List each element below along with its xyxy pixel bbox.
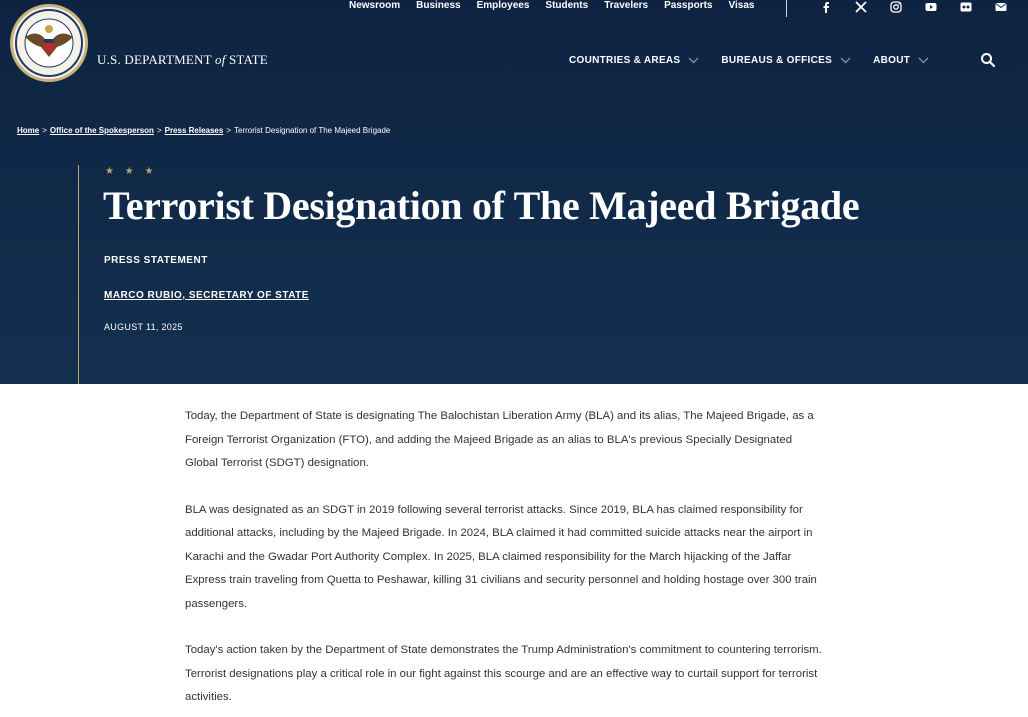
nav-label: ABOUT xyxy=(873,55,911,66)
email-icon[interactable] xyxy=(983,0,1018,14)
chevron-down-icon xyxy=(918,57,929,64)
department-seal-logo[interactable] xyxy=(10,4,88,82)
breadcrumb-current: Terrorist Designation of The Majeed Brigade xyxy=(234,126,391,135)
search-icon[interactable] xyxy=(980,52,996,68)
utility-link-visas[interactable]: Visas xyxy=(728,0,755,11)
utility-link-passports[interactable]: Passports xyxy=(664,0,713,11)
document-type: PRESS STATEMENT xyxy=(104,255,208,266)
chevron-down-icon xyxy=(688,57,699,64)
utility-link-employees[interactable]: Employees xyxy=(476,0,530,11)
breadcrumb-separator: > xyxy=(226,126,231,135)
breadcrumb-press-releases[interactable]: Press Releases xyxy=(164,126,224,135)
utility-link-travelers[interactable]: Travelers xyxy=(604,0,649,11)
instagram-icon[interactable] xyxy=(878,0,913,14)
author-link[interactable]: MARCO RUBIO, SECRETARY OF STATE xyxy=(104,290,309,301)
nav-bureaus-offices[interactable] xyxy=(721,55,851,66)
utility-link-newsroom[interactable]: Newsroom xyxy=(349,0,401,11)
facebook-icon[interactable] xyxy=(808,0,843,14)
dept-name-suffix: STATE xyxy=(228,52,268,67)
main-nav xyxy=(569,55,951,66)
breadcrumb-separator: > xyxy=(156,126,162,135)
breadcrumb-spokesperson[interactable]: Office of the Spokesperson xyxy=(49,126,154,135)
flickr-icon[interactable] xyxy=(948,0,983,14)
breadcrumb-home[interactable]: Home xyxy=(17,126,40,135)
eagle-seal-icon xyxy=(13,7,85,79)
publish-date: AUGUST 11, 2025 xyxy=(104,322,183,332)
article-paragraph: Today, the Department of State is designating The Balochistan Liberation Army (BLA) and its alias, The Majeed Brigade, as a Foreign Terrorist Organization (FTO), and adding the Majeed Brigade as an alias to BLA's previous Specially Designated Global Terrorist (SDGT) designation. xyxy=(185,410,814,469)
nav-label: COUNTRIES & AREAS xyxy=(569,55,681,66)
page-title: Terrorist Designation of The Majeed Brigade xyxy=(103,183,860,228)
accent-divider xyxy=(78,165,79,384)
breadcrumb xyxy=(17,126,390,135)
department-name[interactable] xyxy=(97,52,268,68)
nav-label: BUREAUS & OFFICES xyxy=(721,55,833,66)
youtube-icon[interactable] xyxy=(913,0,948,14)
utility-nav xyxy=(349,0,754,14)
dept-name-of: of xyxy=(215,52,226,67)
nav-about[interactable] xyxy=(873,55,929,66)
utility-link-business[interactable]: Business xyxy=(416,0,461,11)
utility-divider xyxy=(786,0,787,17)
social-links xyxy=(808,0,1018,14)
nav-countries-areas[interactable] xyxy=(569,55,699,66)
breadcrumb-separator: > xyxy=(42,126,47,135)
article-body xyxy=(185,405,825,717)
article-paragraph: Today's action taken by the Department of State demonstrates the Trump Administration's commitment to countering terrorism. Terrorist designations play a critical role in our fight against this scourge and are an effective way to curtail support for terrorist activities. xyxy=(185,644,822,703)
utility-link-students[interactable]: Students xyxy=(545,0,589,11)
dept-name-prefix: U.S. DEPARTMENT xyxy=(97,52,212,67)
x-icon[interactable] xyxy=(843,0,878,14)
chevron-down-icon xyxy=(840,57,851,64)
article-paragraph: BLA was designated as an SDGT in 2019 following several terrorist attacks. Since 2019, BLA has claimed responsibility for additional attacks, including by the Majeed Brigade. In 2024, BLA claimed it had committed suicide attacks near the airport in Karachi and the Gwadar Port Authority Complex. In 2025, BLA claimed responsibility for the March hijacking of the Jaffar Express train traveling from Quetta to Peshawar, killing 31 civilians and security personnel and holding hostage over 300 train passengers. xyxy=(185,503,817,610)
stars-ornament: ★ ★ ★ xyxy=(105,166,158,177)
